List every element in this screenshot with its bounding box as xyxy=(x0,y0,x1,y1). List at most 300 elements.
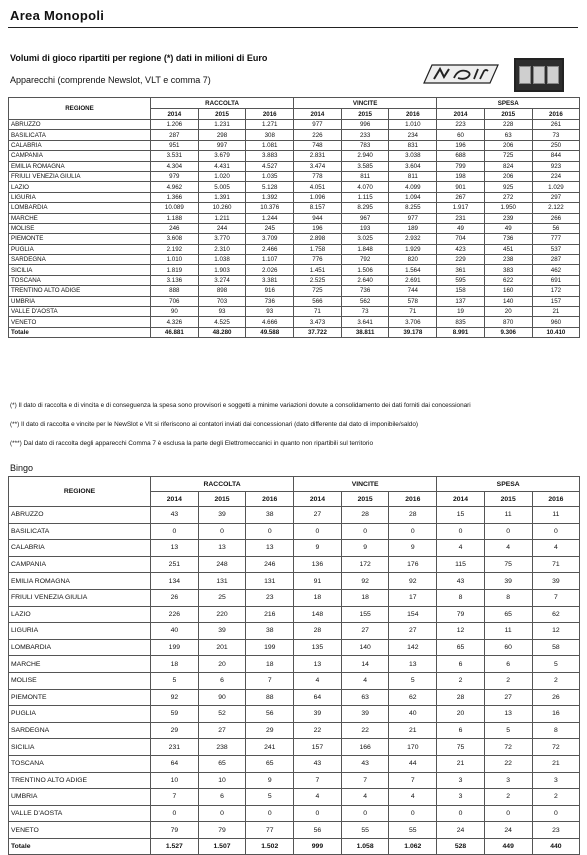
region-cell: SICILIA xyxy=(9,265,151,275)
table-row xyxy=(9,275,580,285)
value-cell: 688 xyxy=(437,151,485,161)
section-title-bingo: Bingo xyxy=(10,463,34,473)
value-cell: 234 xyxy=(389,130,437,140)
value-cell: 56 xyxy=(532,223,580,233)
value-cell: 38 xyxy=(246,507,294,524)
value-cell: 261 xyxy=(532,120,580,130)
value-cell: 595 xyxy=(437,275,485,285)
value-cell: 160 xyxy=(484,286,532,296)
value-cell: 1.950 xyxy=(484,203,532,213)
value-cell: 39 xyxy=(341,706,389,723)
value-cell: 199 xyxy=(151,639,199,656)
value-cell: 71 xyxy=(532,556,580,573)
value-cell: 4 xyxy=(294,672,342,689)
value-cell: 39 xyxy=(198,623,246,640)
value-cell: 25 xyxy=(198,589,246,606)
value-cell: 1.929 xyxy=(389,244,437,254)
value-cell: 18 xyxy=(246,656,294,673)
value-cell: 3.641 xyxy=(341,317,389,327)
table-row xyxy=(9,151,580,161)
region-cell: ABRUZZO xyxy=(9,120,151,130)
value-cell: 29 xyxy=(246,722,294,739)
value-cell: 158 xyxy=(437,286,485,296)
value-cell: 1.062 xyxy=(389,838,437,855)
value-cell: 10 xyxy=(198,772,246,789)
value-cell: 13 xyxy=(151,540,199,557)
year-header: 2015 xyxy=(341,109,389,120)
year-header: 2016 xyxy=(532,109,580,120)
value-cell: 71 xyxy=(389,307,437,317)
value-cell: 1.366 xyxy=(151,192,199,202)
value-cell: 90 xyxy=(151,307,199,317)
value-cell: 206 xyxy=(484,171,532,181)
value-cell: 4.070 xyxy=(341,182,389,192)
region-cell: TRENTINO ALTO ADIGE xyxy=(9,772,151,789)
value-cell: 844 xyxy=(532,151,580,161)
value-cell: 3 xyxy=(437,789,485,806)
value-cell: 7 xyxy=(246,672,294,689)
value-cell: 92 xyxy=(389,573,437,590)
value-cell: 3 xyxy=(532,772,580,789)
value-cell: 1.188 xyxy=(151,213,199,223)
region-cell: TRENTINO ALTO ADIGE xyxy=(9,286,151,296)
year-header: 2015 xyxy=(484,492,532,507)
year-header: 2014 xyxy=(437,492,485,507)
value-cell: 960 xyxy=(532,317,580,327)
value-cell: 704 xyxy=(437,234,485,244)
value-cell: 24 xyxy=(484,822,532,839)
value-cell: 250 xyxy=(532,140,580,150)
value-cell: 4.431 xyxy=(198,161,246,171)
region-cell: EMILIA ROMAGNA xyxy=(9,573,151,590)
region-cell: CALABRIA xyxy=(9,140,151,150)
value-cell: 140 xyxy=(484,296,532,306)
value-cell: 5 xyxy=(246,789,294,806)
value-cell: 4 xyxy=(389,789,437,806)
value-cell: 29 xyxy=(151,722,199,739)
value-cell: 251 xyxy=(151,556,199,573)
value-cell: 4 xyxy=(294,789,342,806)
year-header: 2016 xyxy=(389,492,437,507)
value-cell: 79 xyxy=(437,606,485,623)
value-cell: 8.157 xyxy=(294,203,342,213)
value-cell: 1.035 xyxy=(246,171,294,181)
value-cell: 1.231 xyxy=(198,120,246,130)
value-cell: 4 xyxy=(437,540,485,557)
value-cell: 0 xyxy=(532,805,580,822)
value-cell: 56 xyxy=(294,822,342,839)
value-cell: 4 xyxy=(341,789,389,806)
value-cell: 20 xyxy=(198,656,246,673)
value-cell: 246 xyxy=(151,223,199,233)
year-header: 2014 xyxy=(437,109,485,120)
value-cell: 1.506 xyxy=(341,265,389,275)
value-cell: 220 xyxy=(198,606,246,623)
value-cell: 37.722 xyxy=(294,327,342,337)
value-cell: 148 xyxy=(294,606,342,623)
value-cell: 65 xyxy=(437,639,485,656)
value-cell: 3.608 xyxy=(151,234,199,244)
value-cell: 3.381 xyxy=(246,275,294,285)
value-cell: 901 xyxy=(437,182,485,192)
value-cell: 0 xyxy=(246,805,294,822)
value-cell: 0 xyxy=(389,805,437,822)
value-cell: 39 xyxy=(294,706,342,723)
value-cell: 136 xyxy=(294,556,342,573)
value-cell: 75 xyxy=(484,556,532,573)
table-row xyxy=(9,623,580,640)
value-cell: 157 xyxy=(294,739,342,756)
value-cell: 248 xyxy=(198,556,246,573)
value-cell: 308 xyxy=(246,130,294,140)
value-cell: 5 xyxy=(532,656,580,673)
table-row xyxy=(9,286,580,296)
value-cell: 898 xyxy=(198,286,246,296)
value-cell: 2.466 xyxy=(246,244,294,254)
value-cell: 0 xyxy=(198,523,246,540)
value-cell: 157 xyxy=(532,296,580,306)
value-cell: 21 xyxy=(389,722,437,739)
value-cell: 725 xyxy=(294,286,342,296)
value-cell: 1.848 xyxy=(341,244,389,254)
table-row xyxy=(9,244,580,254)
value-cell: 73 xyxy=(341,307,389,317)
table-row xyxy=(9,120,580,130)
region-cell: LOMBARDIA xyxy=(9,203,151,213)
region-cell: SICILIA xyxy=(9,739,151,756)
table-row xyxy=(9,255,580,265)
value-cell: 2 xyxy=(484,672,532,689)
value-cell: 0 xyxy=(341,523,389,540)
value-cell: 999 xyxy=(294,838,342,855)
value-cell: 2.898 xyxy=(294,234,342,244)
value-cell: 3.038 xyxy=(389,151,437,161)
value-cell: 48.280 xyxy=(198,327,246,337)
value-cell: 206 xyxy=(484,140,532,150)
value-cell: 4 xyxy=(532,540,580,557)
value-cell: 5.005 xyxy=(198,182,246,192)
value-cell: 23 xyxy=(532,822,580,839)
value-cell: 1.502 xyxy=(246,838,294,855)
region-cell: LAZIO xyxy=(9,606,151,623)
value-cell: 38 xyxy=(246,623,294,640)
value-cell: 49 xyxy=(484,223,532,233)
value-cell: 27 xyxy=(389,623,437,640)
value-cell: 923 xyxy=(532,161,580,171)
value-cell: 916 xyxy=(246,286,294,296)
value-cell: 39 xyxy=(198,507,246,524)
table-row xyxy=(9,317,580,327)
value-cell: 223 xyxy=(437,120,485,130)
value-cell: 40 xyxy=(151,623,199,640)
value-cell: 7 xyxy=(389,772,437,789)
value-cell: 8 xyxy=(437,589,485,606)
value-cell: 60 xyxy=(484,639,532,656)
value-cell: 40 xyxy=(389,706,437,723)
footnote: (*) Il dato di raccolta e di vincita e di conseguenza la spesa sono provvisori e soggetti a minime variazioni dovute a consolidamento dei dati forniti dai concessionari xyxy=(10,402,471,409)
value-cell: 9 xyxy=(341,540,389,557)
value-cell: 562 xyxy=(341,296,389,306)
region-cell: UMBRIA xyxy=(9,789,151,806)
year-header: 2016 xyxy=(389,109,437,120)
value-cell: 55 xyxy=(389,822,437,839)
value-cell: 1.244 xyxy=(246,213,294,223)
table-row xyxy=(9,672,580,689)
value-cell: 2.940 xyxy=(341,151,389,161)
value-cell: 0 xyxy=(294,523,342,540)
region-cell: FRIULI VENEZIA GIULIA xyxy=(9,171,151,181)
region-cell: VENETO xyxy=(9,822,151,839)
region-cell: BASILICATA xyxy=(9,523,151,540)
value-cell: 189 xyxy=(389,223,437,233)
value-cell: 3.136 xyxy=(151,275,199,285)
value-cell: 1.010 xyxy=(151,255,199,265)
value-cell: 297 xyxy=(532,192,580,202)
table-row xyxy=(9,523,580,540)
region-cell: TOSCANA xyxy=(9,755,151,772)
value-cell: 287 xyxy=(151,130,199,140)
value-cell: 3.473 xyxy=(294,317,342,327)
value-cell: 233 xyxy=(341,130,389,140)
reel-icon xyxy=(533,66,545,84)
value-cell: 977 xyxy=(389,213,437,223)
value-cell: 1.094 xyxy=(389,192,437,202)
value-cell: 4.527 xyxy=(246,161,294,171)
table-row xyxy=(9,307,580,317)
value-cell: 736 xyxy=(341,286,389,296)
region-cell: FRIULI VENEZIA GIULIA xyxy=(9,589,151,606)
value-cell: 166 xyxy=(341,739,389,756)
bingo-table xyxy=(8,476,580,855)
region-cell: PUGLIA xyxy=(9,706,151,723)
value-cell: 43 xyxy=(437,573,485,590)
region-cell: UMBRIA xyxy=(9,296,151,306)
year-header: 2014 xyxy=(294,492,342,507)
table-row xyxy=(9,772,580,789)
value-cell: 4.666 xyxy=(246,317,294,327)
value-cell: 13 xyxy=(389,656,437,673)
region-cell: Totale xyxy=(9,327,151,337)
value-cell: 92 xyxy=(151,689,199,706)
value-cell: 65 xyxy=(484,606,532,623)
table-row xyxy=(9,161,580,171)
value-cell: 28 xyxy=(341,507,389,524)
value-cell: 736 xyxy=(246,296,294,306)
value-cell: 5 xyxy=(484,722,532,739)
value-cell: 22 xyxy=(484,755,532,772)
value-cell: 27 xyxy=(341,623,389,640)
value-cell: 9.306 xyxy=(484,327,532,337)
value-cell: 799 xyxy=(437,161,485,171)
value-cell: 298 xyxy=(198,130,246,140)
table-row xyxy=(9,213,580,223)
value-cell: 0 xyxy=(532,523,580,540)
value-cell: 22 xyxy=(294,722,342,739)
value-cell: 224 xyxy=(532,171,580,181)
value-cell: 90 xyxy=(198,689,246,706)
year-header: 2015 xyxy=(484,109,532,120)
value-cell: 27 xyxy=(484,689,532,706)
value-cell: 5.128 xyxy=(246,182,294,192)
value-cell: 231 xyxy=(151,739,199,756)
value-cell: 196 xyxy=(437,140,485,150)
value-cell: 967 xyxy=(341,213,389,223)
value-cell: 1.564 xyxy=(389,265,437,275)
value-cell: 835 xyxy=(437,317,485,327)
value-cell: 3.531 xyxy=(151,151,199,161)
value-cell: 691 xyxy=(532,275,580,285)
value-cell: 142 xyxy=(389,639,437,656)
value-cell: 9 xyxy=(389,540,437,557)
value-cell: 18 xyxy=(151,656,199,673)
year-header: 2016 xyxy=(246,109,294,120)
value-cell: 62 xyxy=(532,606,580,623)
value-cell: 226 xyxy=(151,606,199,623)
value-cell: 12 xyxy=(437,623,485,640)
value-cell: 7 xyxy=(532,589,580,606)
value-cell: 28 xyxy=(294,623,342,640)
value-cell: 176 xyxy=(389,556,437,573)
region-cell: SARDEGNA xyxy=(9,255,151,265)
value-cell: 2 xyxy=(437,672,485,689)
value-cell: 451 xyxy=(484,244,532,254)
value-cell: 706 xyxy=(151,296,199,306)
year-header: 2015 xyxy=(341,492,389,507)
table-row xyxy=(9,606,580,623)
value-cell: 2.310 xyxy=(198,244,246,254)
year-header: 2014 xyxy=(294,109,342,120)
value-cell: 5 xyxy=(389,672,437,689)
value-cell: 566 xyxy=(294,296,342,306)
value-cell: 622 xyxy=(484,275,532,285)
value-cell: 2.640 xyxy=(341,275,389,285)
value-cell: 1.758 xyxy=(294,244,342,254)
value-cell: 154 xyxy=(389,606,437,623)
value-cell: 59 xyxy=(151,706,199,723)
value-cell: 20 xyxy=(437,706,485,723)
value-cell: 46.881 xyxy=(151,327,199,337)
value-cell: 73 xyxy=(532,130,580,140)
value-cell: 2 xyxy=(484,789,532,806)
value-cell: 79 xyxy=(151,822,199,839)
value-cell: 6 xyxy=(437,722,485,739)
header-spesa: SPESA xyxy=(437,477,580,492)
value-cell: 266 xyxy=(532,213,580,223)
value-cell: 155 xyxy=(341,606,389,623)
value-cell: 4.304 xyxy=(151,161,199,171)
value-cell: 820 xyxy=(389,255,437,265)
value-cell: 115 xyxy=(437,556,485,573)
region-cell: MOLISE xyxy=(9,672,151,689)
value-cell: 71 xyxy=(294,307,342,317)
value-cell: 43 xyxy=(294,755,342,772)
table-row xyxy=(9,706,580,723)
value-cell: 1.107 xyxy=(246,255,294,265)
total-row xyxy=(9,327,580,337)
region-cell: EMILIA ROMAGNA xyxy=(9,161,151,171)
value-cell: 20 xyxy=(484,307,532,317)
region-cell: LOMBARDIA xyxy=(9,639,151,656)
value-cell: 777 xyxy=(532,234,580,244)
header-vincite: VINCITE xyxy=(294,477,437,492)
value-cell: 1.211 xyxy=(198,213,246,223)
value-cell: 231 xyxy=(437,213,485,223)
value-cell: 39.178 xyxy=(389,327,437,337)
value-cell: 3.883 xyxy=(246,151,294,161)
value-cell: 65 xyxy=(246,755,294,772)
title-divider xyxy=(8,27,578,28)
value-cell: 4.326 xyxy=(151,317,199,327)
region-cell: MARCHE xyxy=(9,213,151,223)
header-raccolta: RACCOLTA xyxy=(151,98,294,109)
value-cell: 11 xyxy=(484,623,532,640)
table-row xyxy=(9,656,580,673)
value-cell: 64 xyxy=(151,755,199,772)
year-header: 2016 xyxy=(246,492,294,507)
value-cell: 27 xyxy=(198,722,246,739)
value-cell: 0 xyxy=(389,523,437,540)
value-cell: 135 xyxy=(294,639,342,656)
region-cell: VALLE D'AOSTA xyxy=(9,805,151,822)
table-row xyxy=(9,822,580,839)
value-cell: 2 xyxy=(532,789,580,806)
value-cell: 267 xyxy=(437,192,485,202)
apparecchi-body xyxy=(9,120,580,338)
table-row xyxy=(9,589,580,606)
value-cell: 28 xyxy=(437,689,485,706)
document-subtitle: Volumi di gioco ripartiti per regione (*) dati in milioni di Euro xyxy=(10,53,268,63)
header-spesa: SPESA xyxy=(437,98,580,109)
value-cell: 748 xyxy=(294,140,342,150)
header-regione: REGIONE xyxy=(9,98,151,120)
value-cell: 228 xyxy=(484,120,532,130)
value-cell: 3.604 xyxy=(389,161,437,171)
value-cell: 14 xyxy=(341,656,389,673)
region-cell: Totale xyxy=(9,838,151,855)
value-cell: 0 xyxy=(437,523,485,540)
value-cell: 3.474 xyxy=(294,161,342,171)
value-cell: 131 xyxy=(198,573,246,590)
value-cell: 49 xyxy=(437,223,485,233)
value-cell: 3.770 xyxy=(198,234,246,244)
year-header: 2015 xyxy=(198,109,246,120)
value-cell: 1.271 xyxy=(246,120,294,130)
value-cell: 172 xyxy=(341,556,389,573)
value-cell: 245 xyxy=(246,223,294,233)
value-cell: 4.099 xyxy=(389,182,437,192)
value-cell: 528 xyxy=(437,838,485,855)
value-cell: 4.051 xyxy=(294,182,342,192)
value-cell: 6 xyxy=(484,656,532,673)
value-cell: 93 xyxy=(198,307,246,317)
value-cell: 0 xyxy=(437,805,485,822)
value-cell: 1.819 xyxy=(151,265,199,275)
table-row xyxy=(9,223,580,233)
value-cell: 0 xyxy=(151,523,199,540)
value-cell: 172 xyxy=(532,286,580,296)
header-regione: REGIONE xyxy=(9,477,151,507)
value-cell: 8.255 xyxy=(389,203,437,213)
value-cell: 201 xyxy=(198,639,246,656)
region-cell: MARCHE xyxy=(9,656,151,673)
value-cell: 1.029 xyxy=(532,182,580,192)
value-cell: 65 xyxy=(198,755,246,772)
table-row xyxy=(9,192,580,202)
value-cell: 22 xyxy=(341,722,389,739)
value-cell: 0 xyxy=(341,805,389,822)
value-cell: 1.903 xyxy=(198,265,246,275)
value-cell: 241 xyxy=(246,739,294,756)
